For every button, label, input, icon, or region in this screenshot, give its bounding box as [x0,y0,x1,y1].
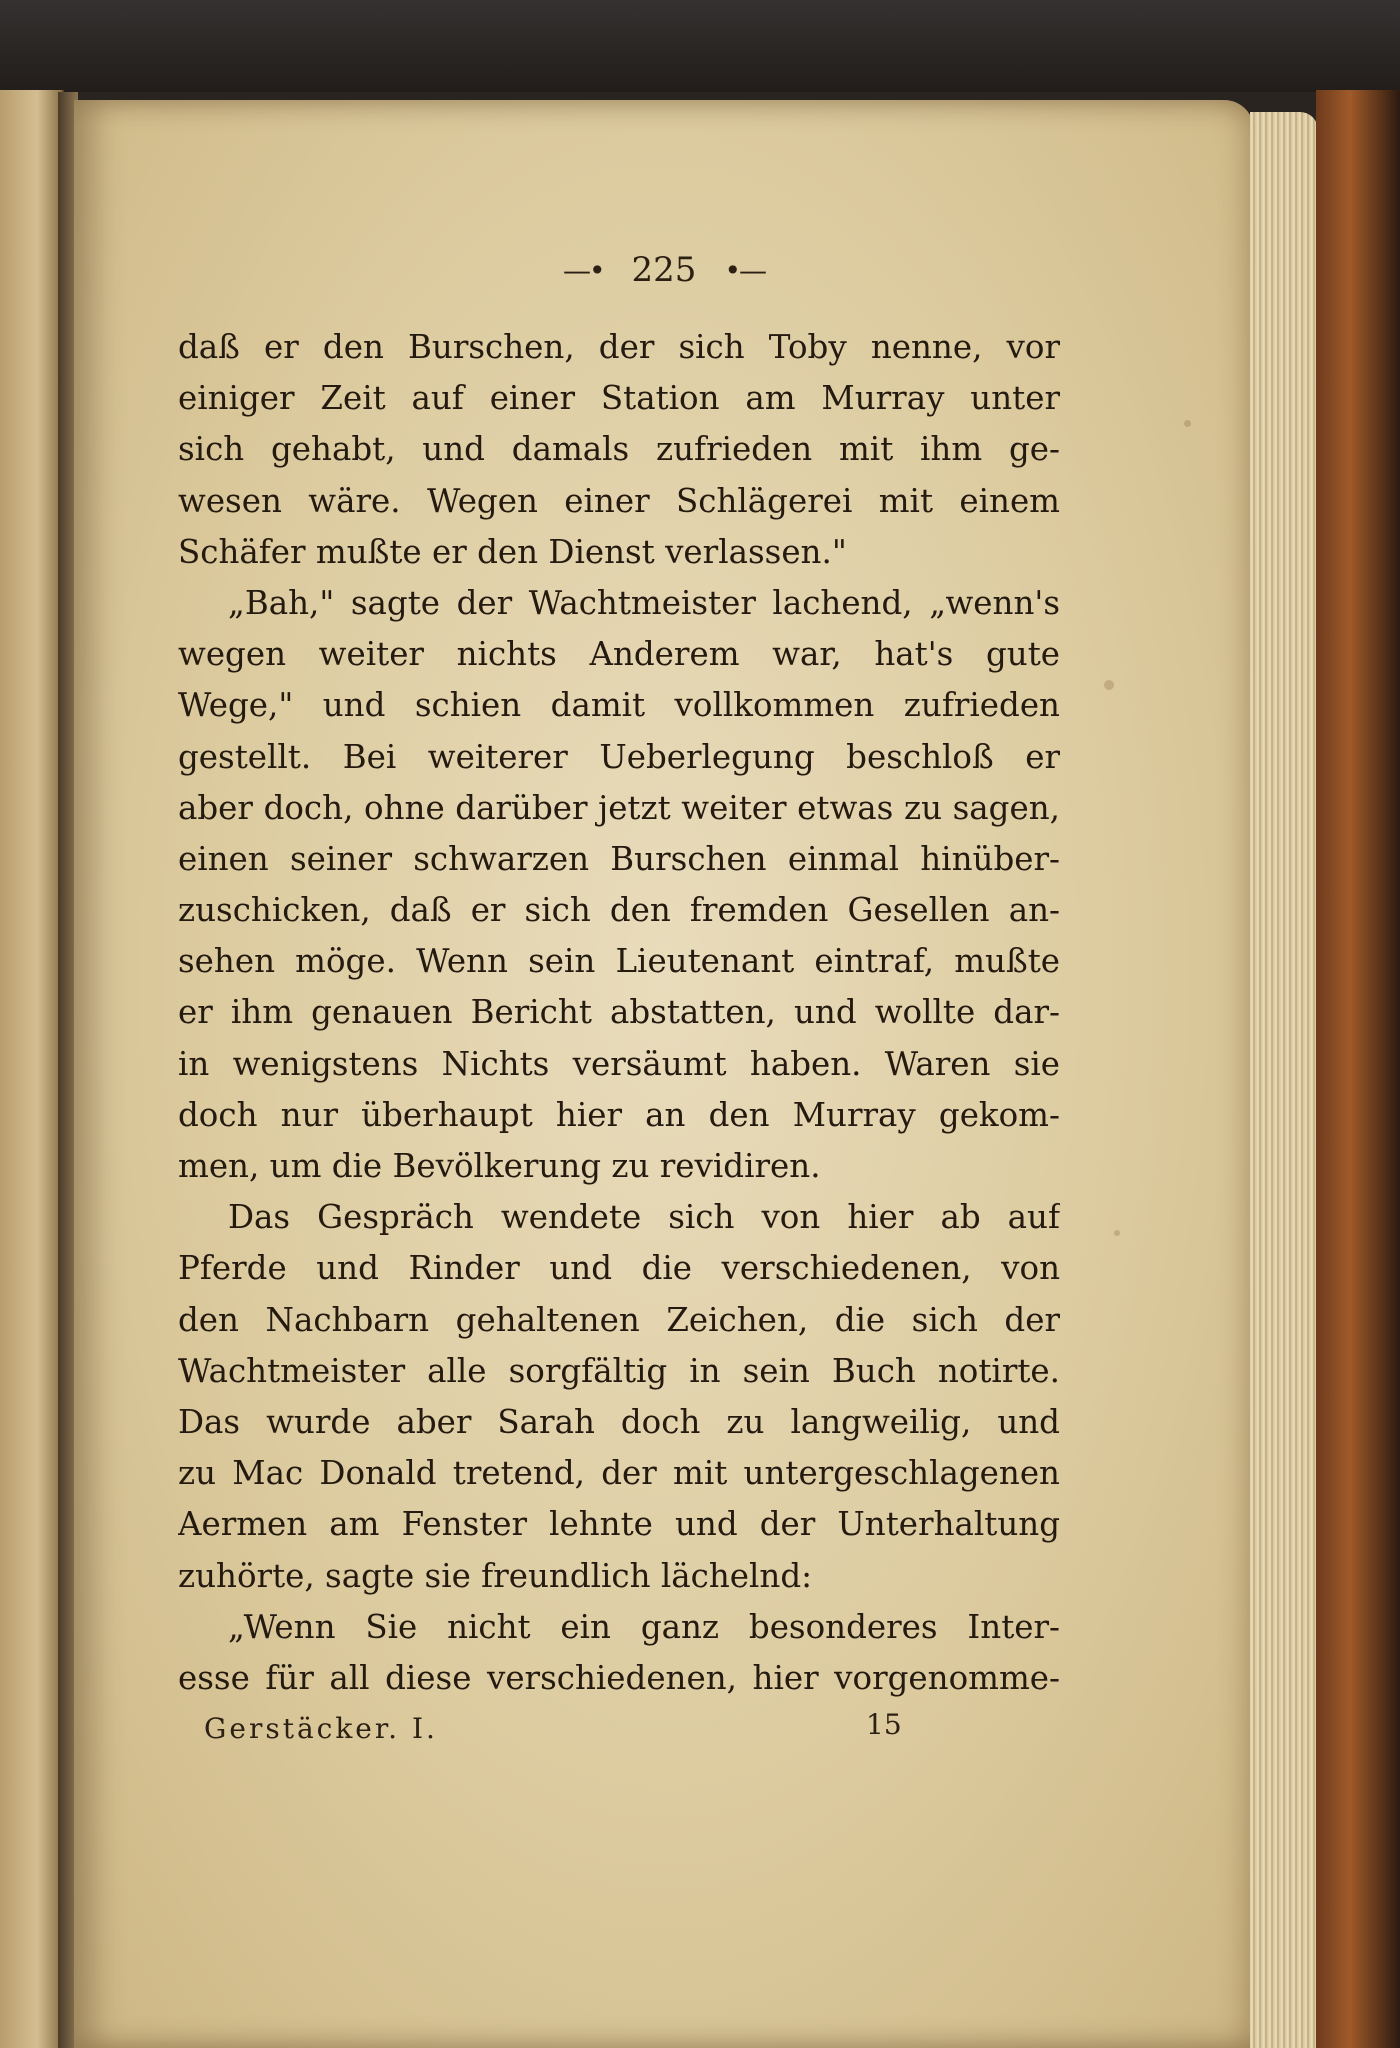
signature-mark: Gerstäcker. I. [204,1712,438,1745]
text-line: er ihm genauen Bericht abstatten, und wollte dar- [178,993,1060,1032]
text-line: Wege," und schien damit vollkommen zufrieden [178,686,1060,725]
text-line: daß er den Burschen, der sich Toby nenne, vor [178,328,1060,366]
text-line: sehen möge. Wenn sein Lieutenant eintraf, mußte [178,942,1060,981]
text-line: doch nur überhaupt hier an den Murray gekom- [178,1095,1060,1134]
page-footer [204,1708,904,1762]
paper-stain [1114,1230,1120,1236]
text-line: zuhörte, sagte sie freundlich lächelnd: [178,1556,813,1595]
text-line: esse für all diese verschiedenen, hier vorgenomme- [178,1658,1060,1697]
text-line: „Bah," sagte der Wachtmeister lachend, „wenn's [228,583,1060,622]
text-line: sich gehabt, und damals zufrieden mit ihm ge- [178,430,1060,469]
text-line: einen seiner schwarzen Burschen einmal hinüber- [178,839,1060,878]
text-body [178,322,1060,1704]
text-line: zu Mac Donald tretend, der mit untergeschlagenen [178,1454,1060,1493]
text-line: aber doch, ohne darüber jetzt weiter etwas zu sagen, [178,788,1060,827]
text-line: einiger Zeit auf einer Station am Murray unter [178,379,1060,418]
text-line: „Wenn Sie nicht ein ganz besonderes Inter- [228,1607,1060,1646]
paper-stain [1184,420,1191,427]
ornament-right: •— [724,253,765,287]
text-line: Pferde und Rinder und die verschiedenen, von [178,1249,1060,1288]
text-line: Das wurde aber Sarah doch zu langweilig, und [178,1402,1060,1441]
facing-page-edge [0,90,64,2048]
text-line: Schäfer mußte er den Dienst verlassen." [178,532,847,571]
ornament-left: —• [563,253,604,287]
page-header [74,240,1254,300]
page-number: 225 [631,250,697,290]
page-block-edges [1250,112,1318,2048]
text-line: den Nachbarn gehaltenen Zeichen, die sich der [178,1300,1060,1339]
text-line: wesen wäre. Wegen einer Schlägerei mit einem [178,481,1060,520]
text-line: Aermen am Fenster lehnte und der Unterhaltung [178,1505,1060,1544]
text-line: Wachtmeister alle sorgfältig in sein Buch notirte. [178,1351,1060,1390]
text-line: in wenigstens Nichts versäumt haben. Waren sie [178,1044,1060,1083]
text-line: men, um die Bevölkerung zu revidiren. [178,1147,821,1185]
leather-cover-edge [1316,90,1400,2048]
text-line: Das Gespräch wendete sich von hier ab auf [228,1198,1060,1237]
text-line: gestellt. Bei weiterer Ueberlegung beschloß er [178,737,1060,776]
scan-background [0,0,1400,92]
text-line: wegen weiter nichts Anderem war, hat's gute [178,635,1060,674]
paper-stain [1104,680,1114,690]
sheet-number: 15 [866,1708,902,1741]
text-line: zuschicken, daß er sich den fremden Gesellen an- [178,891,1060,930]
